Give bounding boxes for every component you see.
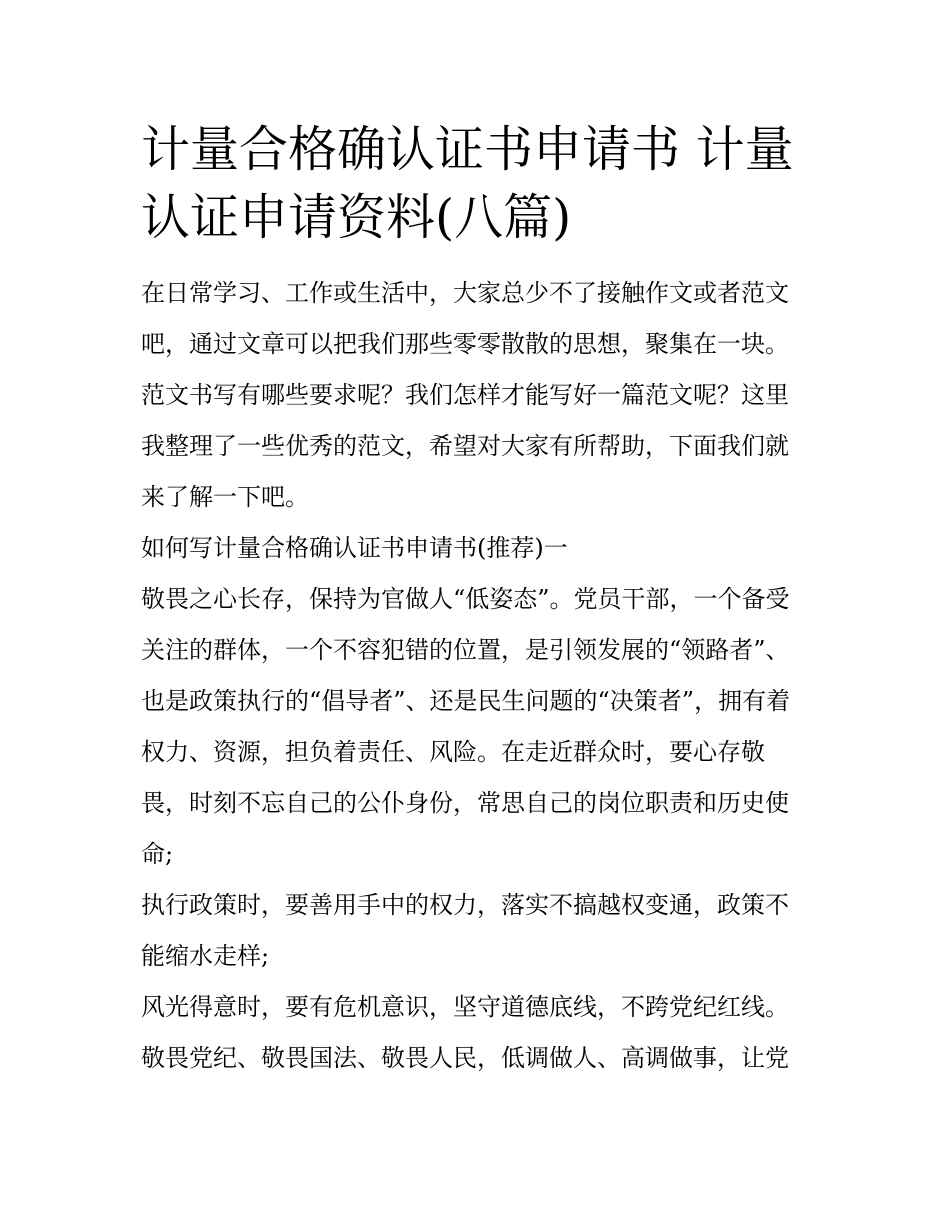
document-title — [141, 116, 821, 252]
body-line: 风光得意时，要有危机意识，坚守道德底线，不跨党纪红线。 — [141, 993, 789, 1021]
title-line: 认证申请资料(八篇) — [141, 189, 572, 246]
document-body — [141, 268, 821, 1084]
body-line: 权力、资源，担负着责任、风险。在走近群众时，要心存敬 — [141, 738, 765, 766]
body-line: 关注的群体，一个不容犯错的位置，是引领发展的“领路者”、 — [141, 636, 790, 664]
body-line: 敬畏之心长存，保持为官做人“低姿态”。党员干部，一个备受 — [141, 585, 790, 613]
body-line: 敬畏党纪、敬畏国法、敬畏人民，低调做人、高调做事，让党 — [141, 1044, 789, 1072]
body-line: 命; — [141, 840, 174, 868]
body-line: 也是政策执行的“倡导者”、还是民生问题的“决策者”，拥有着 — [141, 687, 791, 715]
body-line: 吧，通过文章可以把我们那些零零散散的思想，聚集在一块。 — [141, 330, 789, 358]
document-content — [141, 116, 821, 1084]
body-line: 能缩水走样; — [141, 942, 270, 970]
body-line: 畏，时刻不忘自己的公仆身份，常思自己的岗位职责和历史使 — [141, 789, 789, 817]
body-line: 我整理了一些优秀的范文，希望对大家有所帮助，下面我们就 — [141, 432, 789, 460]
body-line: 执行政策时，要善用手中的权力，落实不搞越权变通，政策不 — [141, 891, 789, 919]
title-line: 计量合格确认证书申请书 计量 — [141, 121, 794, 178]
body-line: 范文书写有哪些要求呢？我们怎样才能写好一篇范文呢？这里 — [141, 381, 789, 409]
body-line: 在日常学习、工作或生活中，大家总少不了接触作文或者范文 — [141, 279, 789, 307]
section-heading: 如何写计量合格确认证书申请书(推荐)一 — [141, 534, 568, 562]
body-line: 来了解一下吧。 — [141, 483, 309, 511]
